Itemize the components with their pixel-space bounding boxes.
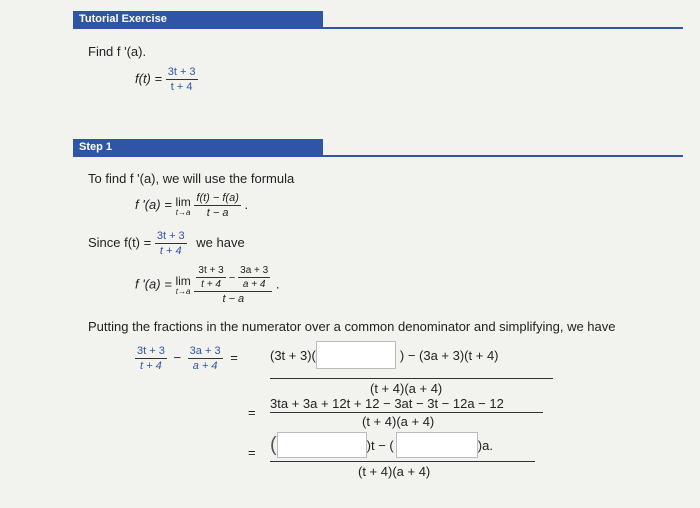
- eq1-rhs-post: ) − (3a + 3)(t + 4): [399, 347, 499, 363]
- eq3-end: )a: [477, 437, 490, 453]
- formula-numerator: f(t) − f(a): [196, 192, 239, 204]
- tutorial-exercise-title: Tutorial Exercise: [79, 13, 167, 25]
- eq2-numerator: 3ta + 3a + 12t + 12 − 3at − 3t − 12a − 12: [270, 396, 504, 411]
- derivative-dot: .: [275, 276, 280, 292]
- inner2-denominator: a + 4: [242, 279, 266, 290]
- eq2-denominator: (t + 4)(a + 4): [362, 414, 435, 429]
- answer-box-1[interactable]: [316, 341, 396, 369]
- answer-box-2[interactable]: [277, 432, 367, 458]
- inner-minus: −: [228, 271, 236, 284]
- formula-lim-sub: t→a: [175, 207, 191, 217]
- eq1-minus: −: [173, 349, 182, 365]
- formula-dot: .: [244, 196, 249, 212]
- eq3-mid: )t − (: [366, 437, 394, 453]
- since-denominator: t + 4: [159, 245, 182, 257]
- tutorial-header-rule: [73, 27, 683, 29]
- since-fraction: [155, 230, 187, 257]
- step1-header-rule: [73, 155, 683, 157]
- eq1-f2-numerator: 3a + 3: [189, 345, 221, 357]
- eq3-equals: =: [248, 445, 256, 460]
- eq1-equals: =: [230, 349, 238, 365]
- step1-header: [73, 139, 323, 156]
- eq2-fraction-bar: [270, 412, 543, 413]
- eq1-fraction-bar: [270, 378, 553, 379]
- eq1-fraction-2: [188, 345, 223, 372]
- derivative-formula: [135, 192, 248, 219]
- formula-limit: [175, 195, 190, 217]
- eq1-f1-denominator: t + 4: [140, 360, 162, 372]
- tutorial-exercise-header: [73, 11, 323, 28]
- eq1-left: [135, 345, 238, 372]
- inner-fraction-1: [196, 265, 225, 290]
- derivative-fraction: [194, 265, 272, 305]
- formula-lhs: f '(a) =: [135, 196, 172, 212]
- since-after: we have: [196, 234, 245, 250]
- putting-text: Putting the fractions in the numerator over a common denominator and simplifying, we have: [88, 319, 616, 334]
- eq1-denominator: (t + 4)(a + 4): [370, 381, 443, 396]
- eq1-f2-denominator: a + 4: [192, 360, 218, 372]
- inner1-denominator: t + 4: [201, 279, 221, 290]
- inner1-numerator: 3t + 3: [198, 265, 224, 276]
- step1-title: Step 1: [79, 141, 113, 153]
- function-denominator: t + 4: [170, 81, 193, 93]
- eq1-fraction-1: [135, 345, 167, 372]
- since-line: [88, 230, 245, 257]
- eq3-dot: .: [489, 437, 493, 453]
- function-fraction: [166, 66, 198, 93]
- eq3-numerator: [270, 432, 493, 458]
- derivative-limit-expression: [135, 265, 279, 305]
- derivative-lhs: f '(a) =: [135, 276, 172, 292]
- eq3-denominator: (t + 4)(a + 4): [358, 464, 431, 479]
- eq1-rhs-pre: (3t + 3)(: [270, 347, 316, 363]
- function-numerator: 3t + 3: [167, 66, 196, 78]
- inner2-numerator: 3a + 3: [240, 265, 269, 276]
- derivative-numerator: [194, 265, 272, 292]
- step1-intro: To find f '(a), we will use the formula: [88, 171, 295, 186]
- formula-fraction: [194, 192, 240, 219]
- since-numerator: 3t + 3: [156, 230, 185, 242]
- function-definition: [135, 66, 198, 93]
- since-label: Since f(t) =: [88, 234, 152, 250]
- eq2-equals: =: [248, 405, 256, 420]
- derivative-limit: [175, 274, 190, 296]
- eq1-rhs-numerator: [270, 341, 499, 369]
- formula-denominator: t − a: [206, 207, 229, 219]
- find-prompt: Find f '(a).: [88, 44, 147, 59]
- function-lhs: f(t) =: [135, 70, 163, 86]
- eq3-fraction-bar: [270, 461, 535, 462]
- formula-lim-word: lim: [175, 194, 191, 209]
- derivative-denominator: t − a: [222, 293, 245, 305]
- eq1-f1-numerator: 3t + 3: [137, 345, 165, 357]
- answer-box-3[interactable]: [396, 432, 478, 458]
- derivative-lim-word: lim: [175, 274, 191, 288]
- inner-fraction-2: [238, 265, 270, 290]
- eq3-open-paren: (: [270, 433, 277, 456]
- derivative-lim-sub: t→a: [175, 287, 191, 296]
